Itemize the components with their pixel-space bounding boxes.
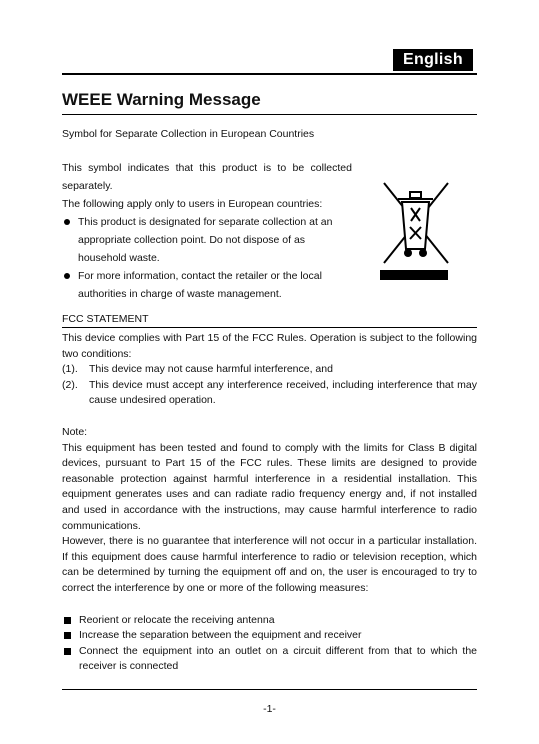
bullet-dot-icon [64, 273, 70, 279]
fcc-intro: This device complies with Part 15 of the FCC Rules. Operation is subject to the following two conditions: [62, 332, 477, 360]
list-number: (1). [62, 363, 78, 376]
list-text: This device may not cause harmful interference, and [89, 363, 333, 376]
bullet-text: This product is designated for separate collection at an appropriate collection point. Do not dispose of as household waste. [78, 216, 333, 264]
weee-apply-line: The following apply only to users in European countries: [62, 198, 323, 210]
list-item [62, 628, 477, 644]
note-label: Note: [62, 425, 88, 438]
square-bullet-icon [64, 632, 71, 639]
weee-intro: This symbol indicates that this product is to be collected separately. [62, 162, 352, 192]
crossed-out-wheelie-bin-icon [378, 177, 453, 267]
title-rule [62, 114, 477, 115]
list-item [62, 378, 477, 409]
fcc-rule [62, 327, 477, 328]
footer-rule [62, 689, 477, 690]
list-item [62, 213, 352, 267]
measure-text: Increase the separation between the equipment and receiver [79, 629, 362, 642]
bullet-text: For more information, contact the retailer or the local authorities in charge of waste management. [78, 270, 322, 300]
header-rule [62, 73, 477, 75]
square-bullet-icon [64, 617, 71, 624]
list-item [62, 267, 352, 303]
list-item [62, 362, 477, 378]
weee-black-bar [380, 270, 448, 280]
measure-text: Reorient or relocate the receiving antenna [79, 613, 275, 626]
fcc-body [62, 331, 477, 675]
weee-body [62, 159, 352, 303]
square-bullet-icon [64, 648, 71, 655]
page-number: -1- [263, 703, 276, 715]
list-item [62, 644, 477, 675]
measure-text: Connect the equipment into an outlet on a circuit different from that to which the receiver is connected [79, 644, 477, 673]
language-badge: English [393, 49, 473, 71]
page-title: WEEE Warning Message [62, 90, 261, 109]
bullet-dot-icon [64, 219, 70, 225]
list-item [62, 613, 477, 629]
however-text: However, there is no guarantee that interference will not occur in a particular installation. If this equipment does cause harmful interference to radio or television reception, which can be determined by turning the equipment off and on, the user is encouraged to try to correct the interference by one or more of the following measures: [62, 535, 477, 594]
note-text: This equipment has been tested and found to comply with the limits for Class B digital devices, pursuant to Part 15 of the FCC rules. These limits are designed to provide reasonable protection against harmful interference in a residential installation. This equipment generates uses and can radiate radio frequency energy and, if not installed and used in accordance with the instructions, may cause harmful interference to radio communications. [62, 441, 477, 532]
weee-subtitle: Symbol for Separate Collection in European Countries [62, 128, 315, 140]
list-text: This device must accept any interference received, including interference that may cause undesired operation. [89, 378, 477, 407]
list-number: (2). [62, 378, 78, 391]
fcc-heading: FCC STATEMENT [62, 313, 149, 325]
